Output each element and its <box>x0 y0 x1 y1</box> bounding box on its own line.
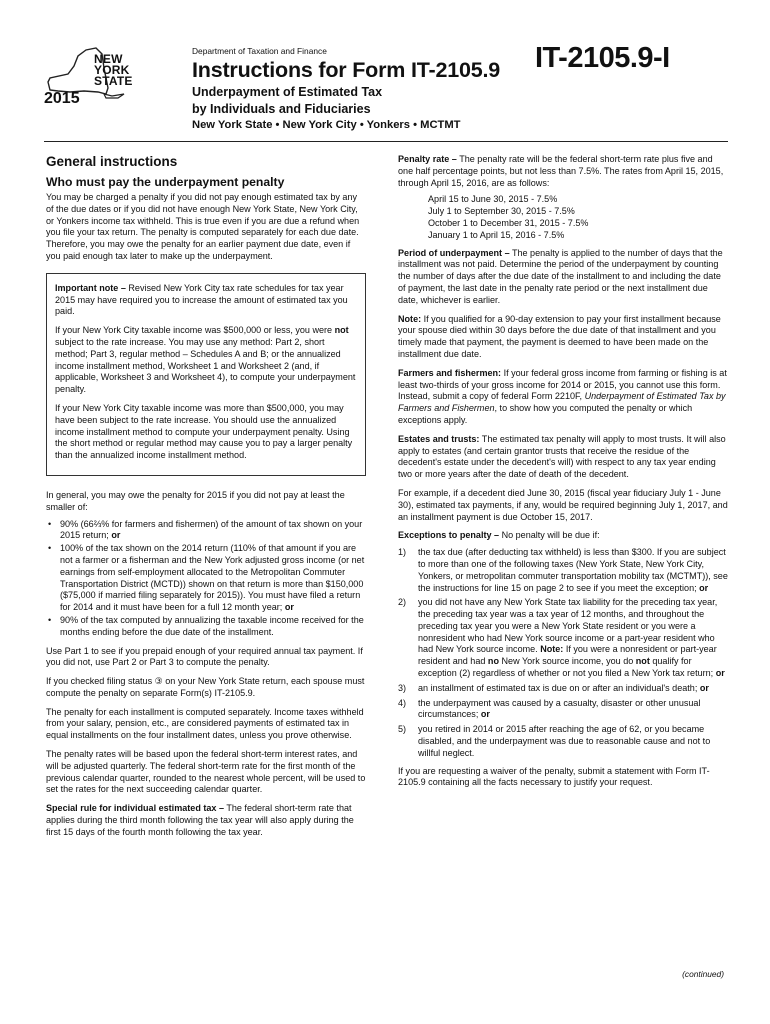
list-item: April 15 to June 30, 2015 - 7.5% <box>428 194 558 205</box>
department-name: Department of Taxation and Finance <box>192 46 327 56</box>
exception-1-or: or <box>699 582 709 593</box>
exception-number: 2) <box>398 597 407 608</box>
exception-2-note: Note: <box>540 644 564 655</box>
list-item <box>398 683 728 695</box>
general-intro-paragraph: In general, you may owe the penalty for 2015 if you did not pay at least the smaller of: <box>46 489 345 512</box>
exception-2-text-d: qualify for exception (2) regardless of whether or not you filed a New York tax return; <box>418 656 716 679</box>
important-note-paragraph <box>55 283 357 318</box>
exception-2-not: not <box>635 656 650 667</box>
form-number: IT-2105.9-I <box>535 42 670 74</box>
exceptions-label: Exceptions to penalty – <box>398 530 500 541</box>
list-item <box>398 698 728 722</box>
exceptions-text: No penalty will be due if: <box>499 530 600 541</box>
list-item <box>398 547 728 594</box>
penalty-rate-paragraph <box>398 154 728 189</box>
nyc-under-text-a: If your New York City taxable income was $500,000 or less, you were <box>55 325 335 336</box>
period-text: The penalty is applied to the number of days that the installment was not paid. Determine the period of the underpayment by counting the number of days after the due date of the installment to and including the date of payment, the last date in the penalty rate period or the next installment due date, whichever is earlier. <box>398 247 723 305</box>
penalty-rates-list <box>398 194 728 241</box>
estates-paragraph <box>398 434 728 481</box>
period-label: Period of underpayment – <box>398 247 510 258</box>
important-note-box <box>46 273 366 476</box>
exception-2-text-b: If you were a nonresident or part-year resident and had <box>418 644 717 667</box>
continued-note: (continued) <box>682 969 724 979</box>
subtitle-line-1: Underpayment of Estimated Tax <box>192 85 383 99</box>
farmers-paragraph <box>398 368 728 427</box>
farmers-text-a: If your federal gross income from farming or fishing is at least two-thirds of your gross income for 2014 or 2015, you cannot use this form. Instead, submit a copy of federal Form 2210F, <box>398 367 727 402</box>
note-text: If you qualified for a 90-day extension to pay your first installment because your spouse died within 30 days before the due date of that installment and you timely made that payment, the payment is deemed to have been made on the installment due date. <box>398 313 721 359</box>
exception-2-or: or <box>715 668 725 679</box>
penalty-rates-paragraph: The penalty rates will be based upon the federal short-term interest rates, and will be adjusted quarterly. The federal short-term rate for the first month of the previous calendar quarter, rounded to the nearest whole percent, will be used to set the rates for the next succeeding calendar quarter. <box>46 749 366 795</box>
bullet-1-text: 90% (66⅔% for farmers and fishermen) of the amount of tax shown on your 2015 return; <box>60 518 363 541</box>
special-rule-paragraph <box>46 803 366 838</box>
list-item: July 1 to September 30, 2015 - 7.5% <box>428 206 575 217</box>
nyc-under-text-b: subject to the rate increase. You may use any method: Part 2, short method; Part 3, regular method – Schedules A and B; or the annualized income installment method, Worksheet 1 and Worksheet 2 (and, if applicable, Worksheet 3 and Worksheet 4), to compute your underpayment penalty. <box>55 336 356 395</box>
list-item <box>398 597 728 680</box>
separate-installment-paragraph: The penalty for each installment is computed separately. Income taxes withheld from your salary, pension, etc., are considered payments of estimated tax in equal installments on the four installment dates, unless you prove otherwise. <box>46 706 364 741</box>
important-note-label: Important note – <box>55 282 126 293</box>
subtitle-line-2: by Individuals and Fiduciaries <box>192 102 371 116</box>
part1-paragraph: Use Part 1 to see if you prepaid enough of your required annual tax payment. If you did not, use Part 2 or Part 3 to compute the penalty. <box>46 645 363 668</box>
logo-text-york: YORK <box>94 63 130 77</box>
who-must-pay-paragraph: You may be charged a penalty if you did not pay enough estimated tax by any of the due dates or if you did not have enough New York State, New York City, or Yonkers income tax withheld. This is true even if you are due a refund when you file your tax return. The penalty is computed separately for each due date. Therefore, you may owe the penalty for an earlier payment due date, even if you paid enough tax later to make up the underpayment. <box>46 192 360 261</box>
form-year: 2015 <box>44 90 80 107</box>
exception-5-text: you retired in 2014 or 2015 after reaching the age of 62, or you became disabled, and the underpayment was due to reasonable cause and not to willful neglect. <box>418 724 711 758</box>
waiver-paragraph: If you are requesting a waiver of the penalty, submit a statement with Form IT-2105.9 containing all the facts necessary to justify your request. <box>398 765 710 788</box>
jurisdictions: New York State • New York City • Yonkers • MCTMT <box>192 119 461 131</box>
exception-4-text: the underpayment was caused by a casualty, disaster or other unusual circumstances; <box>418 697 701 720</box>
page-title: Instructions for Form IT-2105.9 <box>192 58 501 82</box>
estates-text: The estimated tax penalty will apply to most trusts. It will also apply to estates (and certain grantor trusts that receive the residue of the decedent's estate under the decedent's will) with respect to any tax year ending two or more years after the date of death of the decedent. <box>398 433 726 480</box>
right-column <box>398 154 728 796</box>
filing-status-paragraph: If you checked filing status ③ on your New York State return, each spouse must compute the penalty on separate Form(s) IT-2105.9. <box>46 676 365 698</box>
exception-2-no: no <box>487 656 499 667</box>
penalty-rate-label: Penalty rate – <box>398 154 457 164</box>
nyc-under-500k-paragraph <box>55 325 357 396</box>
period-paragraph <box>398 248 728 307</box>
note-paragraph <box>398 314 728 361</box>
exception-1-text: the tax due (after deducting tax withheld) is less than $300. If you are subject to more than one of the following taxes (New York State, New York City, Yonkers, or metropolitan commuter transportation mobility tax (MCTMT)), see the instructions for line 15 on page 2 to see if you meet the exception; <box>418 547 728 593</box>
exceptions-list <box>398 547 728 760</box>
penalty-rate-text: The penalty rate will be the federal short-term rate plus five and one half percentage points, but not less than 7.5%. The rates from April 15, 2015, through April 15, 2016, are as follows: <box>398 154 724 188</box>
list-item <box>46 519 366 543</box>
exception-number: 3) <box>398 682 407 693</box>
exception-3-text: an installment of estimated tax is due on or after an individual's death; <box>418 682 700 693</box>
who-must-pay-heading: Who must pay the underpayment penalty <box>46 175 285 189</box>
farmers-text-b: , to show how you computed the penalty or which exceptions apply. <box>398 403 693 425</box>
estates-label: Estates and trusts: <box>398 433 480 444</box>
list-item <box>46 543 366 614</box>
special-rule-text: The federal short-term rate that applies during the third month following the tax year will also apply during the first 15 days of the fourth month following the tax year. <box>46 803 354 837</box>
farmers-label: Farmers and fishermen: <box>398 367 502 378</box>
nyc-over-500k-paragraph: If your New York City taxable income was more than $500,000, you may have been subject to the rate increase. You should use the annualized income installment method to compute your underpayment penalty. Using the short method or regular method may cause you to pay a larger penalty than the annualized income installment method. <box>55 402 353 461</box>
exceptions-paragraph <box>398 530 728 542</box>
bullet-1-or: or <box>111 530 121 541</box>
bullet-2-text: 100% of the tax shown on the 2014 return (110% of that amount if you are not a farmer or a fisherman and the New York adjusted gross income (or net earnings from self-employment allocated to the Metropolitan Commuter Transportation District (MCTD)) shown on that return is more than $150,000 ($75,000 if married filing separately for 2015)). You must have filed a return for 2014 and it must have been for a full 12 month year; <box>60 543 365 613</box>
left-column <box>46 154 366 846</box>
special-rule-label: Special rule for individual estimated tax – <box>46 803 224 814</box>
exception-number: 4) <box>398 697 407 708</box>
list-item: January 1 to April 15, 2016 - 7.5% <box>428 229 565 240</box>
smaller-of-list <box>46 519 366 639</box>
exception-3-or: or <box>699 682 709 693</box>
list-item <box>398 724 728 759</box>
list-item <box>46 615 366 639</box>
exception-number: 1) <box>398 547 407 558</box>
bullet-3-text: 90% of the tax computed by annualizing the taxable income received for the months ending before the due date of the installment. <box>60 614 364 637</box>
important-note-text: Revised New York City tax rate schedules for tax year 2015 may have required you to increase the amount of estimated tax you paid. <box>55 282 348 317</box>
example-paragraph: For example, if a decedent died June 30, 2015 (fiscal year fiduciary July 1 - June 30), estimated tax payments, if any, would be required beginning July 1, 2017, and an installment payment is due October 15, 2017. <box>398 487 728 522</box>
exception-4-or: or <box>480 709 490 720</box>
farmers-form-title: Underpayment of Estimated Tax by Farmers and Fishermen <box>398 391 726 414</box>
bullet-2-or: or <box>284 602 294 613</box>
exception-2-text-c: New York source income, you do <box>498 656 636 667</box>
note-label: Note: <box>398 313 422 324</box>
nyc-under-not: not <box>334 325 349 336</box>
header-divider <box>44 141 728 142</box>
general-instructions-heading: General instructions <box>46 154 178 169</box>
exception-number: 5) <box>398 724 407 735</box>
exception-2-text-a: you did not have any New York State tax liability for the preceding tax year, the preceding tax year was a tax year of 12 months, and throughout the preceding tax year you were a New York State resident or you were a nonresident who had New York source income or a part-year resident who had New York source income. <box>418 597 718 655</box>
ny-state-logo <box>40 44 160 114</box>
logo-text-new: NEW <box>94 52 123 66</box>
logo-text-state: STATE <box>94 74 133 88</box>
list-item: October 1 to December 31, 2015 - 7.5% <box>428 217 589 228</box>
